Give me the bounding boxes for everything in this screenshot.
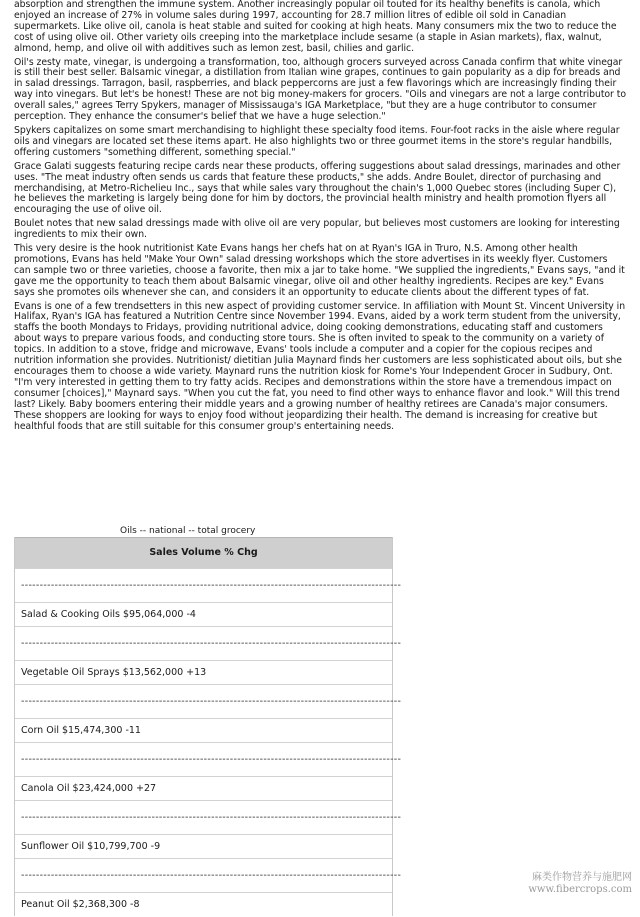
table-row: Canola Oil $23,424,000 +27	[15, 776, 392, 800]
paragraph: Spykers capitalizes on some smart merchandising to highlight these specialty food items. Four-foot racks in the aisle where regular oils and vinegars are located set these items apart. He also highlights two or three gourmet items in the store's regular handbills, offering customers "something different, something special."	[14, 124, 620, 158]
table-row: Vegetable Oil Sprays $13,562,000 +13	[15, 660, 392, 684]
watermark-title: 麻类作物营养与施肥网	[532, 872, 632, 883]
site-watermark	[528, 872, 632, 896]
paragraph: Evans is one of a few trendsetters in this new aspect of providing customer service. In affiliation with Mount St. Vincent University in Halifax, Ryan's IGA has featured a Nutrition Centre since November 1994. Evans, aided by a work term student from the university, staffs the booth Mondays to Fridays, providing nutritional advice, doing cooking demonstrations, educating staff and customers about ways to prepare various foods, and conducting store tours. She is often invited to speak to the community on a variety of topics. In addition to a stove, fridge and microwave, Evans' tools include a computer and a copier for the copious recipes and nutrition information she provides. Nutritionist/ dietitian Julia Maynard finds her customers are less sophisticated about oils, but she encourages them to choose a wide variety. Maynard runs the nutrition kiosk for Rome's Your Independent Grocer in Sudbury, Ont. "I'm very interested in getting them to try fatty acids. Recipes and demonstrations within the store have a tremendous impact on consumer [choices]," Maynard says. "When you cut the fat, you need to find other ways to enhance flavor and look." Will this trend last? Likely. Baby boomers entering their middle years and a growing number of healthy retirees are Canada's major consumers. These shoppers are looking for ways to enjoy food without jeopardizing their health. The demand is increasing for creative but healthful foods that are still suitable for this consumer group's entertaining needs.	[14, 300, 626, 432]
table-row: Corn Oil $15,474,300 -11	[15, 718, 392, 742]
separator-row: ------------------------------------------------------------------------------------------------------	[15, 800, 392, 834]
separator-row: ------------------------------------------------------------------------------------------------------	[15, 684, 392, 718]
sales-table	[14, 537, 402, 916]
article-body	[14, 0, 626, 435]
watermark-url: www.fibercrops.com	[528, 884, 632, 895]
separator-row: ------------------------------------------------------------------------------------------------------	[15, 626, 392, 660]
paragraph: absorption and strengthen the immune system. Another increasingly popular oil touted for its healthy benefits is canola, which enjoyed an increase of 27% in volume sales during 1997, accounting for 28.7 million litres of edible oil sold in Canadian supermarkets. Like olive oil, canola is heat stable and suited for cooking at high heats. Many consumers mix the two to reduce the cost of using olive oil. Other variety oils creeping into the marketplace include sesame (a staple in Asian markets), flax, walnut, almond, hemp, and olive oil with additives such as lemon zest, basil, chilies and garlic.	[14, 0, 617, 54]
separator-row: ------------------------------------------------------------------------------------------------------	[15, 742, 392, 776]
paragraph: This very desire is the hook nutritionist Kate Evans hangs her chefs hat on at Ryan's IGA in Truro, N.S. Among other health promotions, Evans has held "Make Your Own" salad dressing workshops which the store advertises in its weekly flyer. Customers can sample two or three varieties, choose a favorite, then mix a jar to take home. "We supplied the ingredients," Evans says, "and it gave me the opportunity to teach them about Balsamic vinegar, olive oil and other healthy ingredients. Recipes are key." Evans says she promotes oils whenever she can, and considers it an opportunity to educate clients about the different types of fat.	[14, 243, 625, 298]
paragraph: Boulet notes that new salad dressings made with olive oil are very popular, but believes most customers are looking for interesting ingredients to mix their own.	[14, 218, 620, 241]
table-header: Sales Volume % Chg	[15, 537, 392, 568]
table-row: Peanut Oil $2,368,300 -8	[15, 892, 392, 916]
table-caption: Oils -- national -- total grocery	[120, 526, 256, 536]
table-row: Salad & Cooking Oils $95,064,000 -4	[15, 602, 392, 626]
paragraph: Oil's zesty mate, vinegar, is undergoing a transformation, too, although grocers surveyed across Canada confirm that white vinegar is still their best seller. Balsamic vinegar, a distillation from Italian wine grapes, continues to gain popularity as a dip for breads and in salad dressings. Tarragon, basil, raspberries, and black peppercorns are just a few flavorings which are increasingly finding their way into vinegars. But let's be honest! These are not big money-makers for grocers. "Oils and vinegars are not a large contributor to overall sales," agrees Terry Spykers, manager of Mississauga's IGA Marketplace, "but they are a huge contributor to consumer perception. They enhance the consumer's belief that we have a huge selection."	[14, 56, 626, 123]
table-row: Sunflower Oil $10,799,700 -9	[15, 834, 392, 858]
separator-row: ------------------------------------------------------------------------------------------------------	[15, 568, 392, 602]
separator-row: ------------------------------------------------------------------------------------------------------	[15, 858, 392, 892]
paragraph: Grace Galati suggests featuring recipe cards near these products, offering suggestions about salad dressings, marinades and other uses. "The meat industry often sends us cards that feature these products," she adds. Andre Boulet, director of purchasing and merchandising, at Metro-Richelieu Inc., says that while sales vary throughout the chain's 1,000 Quebec stores (including Super C), he believes the marketing is largely being done for him by doctors, the provincial health ministry and health promotion flyers all encouraging the use of olive oil.	[14, 160, 621, 216]
